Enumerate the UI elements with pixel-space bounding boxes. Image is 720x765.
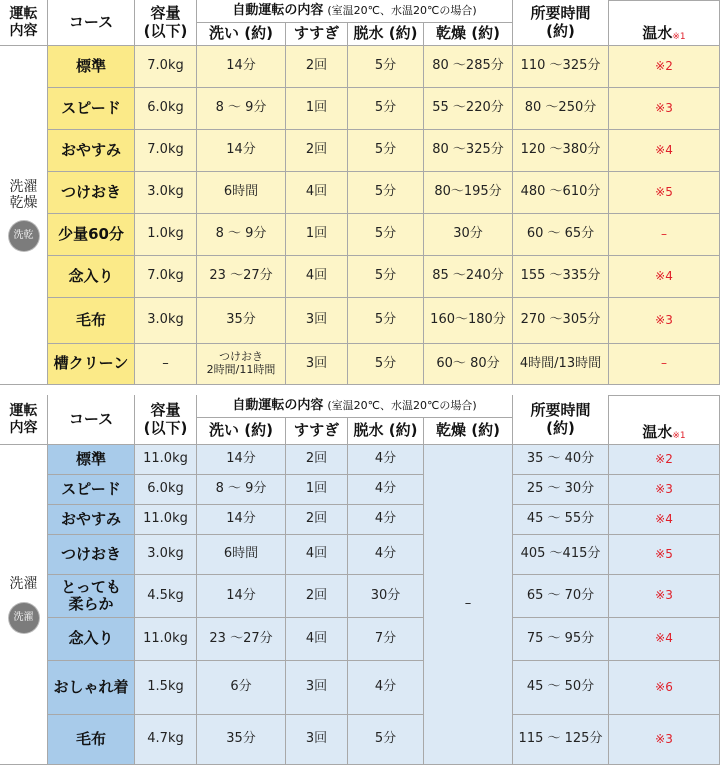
time-cell bbox=[513, 505, 609, 535]
mode-badge-icon: 洗濯 bbox=[9, 603, 39, 633]
wash-cell bbox=[197, 715, 286, 765]
capacity-cell bbox=[135, 46, 197, 88]
capacity-value: 6.0kg bbox=[147, 100, 184, 116]
time-cell bbox=[513, 618, 609, 661]
rinse-value: 1回 bbox=[305, 481, 328, 497]
header-time-label: 所要時間 (約) bbox=[530, 4, 591, 40]
time-value: 35 ～ 40分 bbox=[526, 451, 595, 467]
warm-note: ※4 bbox=[655, 631, 673, 646]
wash-cell bbox=[197, 575, 286, 618]
rinse-cell bbox=[286, 618, 348, 661]
header-capacity-label: 容量 (以下) bbox=[143, 401, 188, 437]
time-value: 155 ～335分 bbox=[520, 268, 601, 284]
spin-cell bbox=[348, 88, 424, 130]
time-value: 60 ～ 65分 bbox=[526, 226, 595, 242]
header-auto-group bbox=[197, 395, 513, 418]
dry-cell bbox=[424, 88, 513, 130]
spin-cell bbox=[348, 575, 424, 618]
course-name-cell bbox=[48, 130, 135, 172]
course-name: スピード bbox=[61, 98, 121, 117]
time-cell bbox=[513, 298, 609, 344]
capacity-value: – bbox=[162, 355, 169, 371]
rinse-value: 1回 bbox=[305, 226, 328, 242]
wash-cell bbox=[197, 475, 286, 505]
course-name-cell bbox=[48, 505, 135, 535]
time-cell bbox=[513, 661, 609, 715]
dry-value: 60～ 80分 bbox=[436, 355, 500, 371]
dry-value: 80 ～285分 bbox=[432, 58, 504, 74]
header-spin bbox=[348, 418, 424, 445]
spin-cell bbox=[348, 130, 424, 172]
capacity-value: 11.0kg bbox=[143, 511, 188, 527]
course-name-cell bbox=[48, 298, 135, 344]
wash-value: つけおき 2時間/11時間 bbox=[206, 350, 276, 376]
capacity-value: 7.0kg bbox=[147, 142, 184, 158]
rinse-cell bbox=[286, 575, 348, 618]
course-name: つけおき bbox=[60, 182, 121, 201]
capacity-value: 11.0kg bbox=[143, 630, 188, 646]
header-rinse bbox=[286, 23, 348, 46]
header-wash-label: 洗い (約) bbox=[209, 421, 273, 440]
course-name-cell bbox=[48, 344, 135, 385]
course-name-cell bbox=[48, 661, 135, 715]
mode-badge-icon: 洗乾 bbox=[9, 221, 39, 251]
rinse-value: 1回 bbox=[305, 100, 328, 116]
capacity-cell bbox=[135, 475, 197, 505]
time-cell bbox=[513, 344, 609, 385]
course-name-cell bbox=[48, 46, 135, 88]
header-capacity bbox=[135, 395, 197, 445]
header-mode bbox=[0, 0, 48, 46]
rinse-value: 2回 bbox=[305, 511, 328, 527]
wash-value: 14分 bbox=[226, 587, 256, 603]
rinse-cell bbox=[286, 256, 348, 298]
time-cell bbox=[513, 256, 609, 298]
header-warm-label: 温水 bbox=[642, 23, 673, 42]
time-value: 75 ～ 95分 bbox=[526, 630, 595, 646]
mode-column bbox=[0, 46, 48, 385]
course-name-cell bbox=[48, 88, 135, 130]
dry-cell bbox=[424, 46, 513, 88]
spin-cell bbox=[348, 214, 424, 256]
spin-cell bbox=[348, 505, 424, 535]
warm-note-cell bbox=[609, 344, 720, 385]
warm-note: ※3 bbox=[655, 312, 673, 327]
spin-value: 4分 bbox=[374, 511, 397, 527]
rinse-value: 3回 bbox=[305, 355, 328, 371]
header-course-label: コース bbox=[68, 12, 114, 31]
rinse-value: 3回 bbox=[305, 312, 328, 328]
time-cell bbox=[513, 475, 609, 505]
spin-cell bbox=[348, 475, 424, 505]
capacity-value: 1.5kg bbox=[147, 679, 184, 695]
header-time-label: 所要時間 (約) bbox=[530, 401, 591, 437]
capacity-cell bbox=[135, 88, 197, 130]
header-rinse-label: すすぎ bbox=[293, 421, 340, 440]
spin-value: 5分 bbox=[374, 355, 397, 371]
time-value: 115 ～ 125分 bbox=[518, 731, 603, 747]
header-auto-label: 自動運転の内容 bbox=[232, 397, 324, 413]
spin-cell bbox=[348, 618, 424, 661]
course-name: 毛布 bbox=[75, 310, 106, 329]
header-course-label: コース bbox=[68, 409, 114, 428]
capacity-cell bbox=[135, 172, 197, 214]
capacity-cell bbox=[135, 344, 197, 385]
wash-value: 6時間 bbox=[223, 184, 259, 200]
rinse-value: 2回 bbox=[305, 587, 328, 603]
capacity-cell bbox=[135, 130, 197, 172]
time-cell bbox=[513, 214, 609, 256]
wash-cell bbox=[197, 535, 286, 575]
header-spin-label: 脱水 (約) bbox=[353, 421, 418, 440]
spin-cell bbox=[348, 344, 424, 385]
wash-cell bbox=[197, 344, 286, 385]
warm-note: ※6 bbox=[655, 679, 673, 694]
header-auto-label: 自動運転の内容 bbox=[232, 2, 324, 18]
time-cell bbox=[513, 575, 609, 618]
rinse-value: 4回 bbox=[305, 268, 328, 284]
course-name: 念入り bbox=[68, 266, 114, 285]
warm-footnote-mark: ※1 bbox=[672, 430, 686, 441]
wash-cell bbox=[197, 130, 286, 172]
time-value: 405 ～415分 bbox=[520, 546, 601, 562]
header-rinse-label: すすぎ bbox=[293, 24, 340, 43]
course-name: とっても 柔らか bbox=[61, 577, 121, 613]
rinse-value: 2回 bbox=[305, 451, 328, 467]
wash-value: 14分 bbox=[226, 511, 256, 527]
header-wash bbox=[197, 418, 286, 445]
capacity-cell bbox=[135, 505, 197, 535]
time-value: 45 ～ 55分 bbox=[526, 511, 595, 527]
warm-note: ※4 bbox=[655, 511, 673, 526]
time-cell bbox=[513, 130, 609, 172]
time-value: 4時間/13時間 bbox=[519, 355, 602, 371]
wash-cell bbox=[197, 46, 286, 88]
warm-note-cell bbox=[609, 172, 720, 214]
wash-course-table bbox=[0, 395, 720, 750]
capacity-cell bbox=[135, 298, 197, 344]
rinse-value: 4回 bbox=[305, 546, 328, 562]
dry-merged-cell bbox=[424, 445, 513, 765]
course-name: 少量60分 bbox=[58, 224, 124, 243]
dry-cell bbox=[424, 214, 513, 256]
header-mode bbox=[0, 395, 48, 445]
spin-cell bbox=[348, 445, 424, 475]
spin-value: 5分 bbox=[374, 184, 397, 200]
rinse-cell bbox=[286, 535, 348, 575]
course-name: おしゃれ着 bbox=[53, 677, 129, 696]
wash-value: 8 ～ 9分 bbox=[215, 226, 267, 242]
time-value: 80 ～250分 bbox=[524, 100, 597, 116]
header-auto-group bbox=[197, 0, 513, 23]
rinse-value: 2回 bbox=[305, 58, 328, 74]
capacity-value: 11.0kg bbox=[143, 451, 188, 467]
course-name-cell bbox=[48, 618, 135, 661]
spin-cell bbox=[348, 661, 424, 715]
wash-value: 6分 bbox=[230, 679, 252, 695]
course-name: スピード bbox=[61, 479, 121, 498]
spin-value: 7分 bbox=[374, 630, 397, 646]
course-name-cell bbox=[48, 256, 135, 298]
wash-value: 8 ～ 9分 bbox=[215, 481, 267, 497]
time-cell bbox=[513, 535, 609, 575]
rinse-cell bbox=[286, 344, 348, 385]
warm-note: ※2 bbox=[655, 451, 673, 466]
spin-value: 5分 bbox=[374, 312, 397, 328]
rinse-cell bbox=[286, 445, 348, 475]
spin-value: 5分 bbox=[374, 142, 397, 158]
capacity-cell bbox=[135, 445, 197, 475]
spin-cell bbox=[348, 535, 424, 575]
capacity-value: 6.0kg bbox=[147, 481, 184, 497]
course-name-cell bbox=[48, 475, 135, 505]
spin-value: 5分 bbox=[374, 100, 397, 116]
wash-value: 35分 bbox=[226, 731, 256, 747]
header-course bbox=[48, 395, 135, 445]
warm-note-cell bbox=[609, 130, 720, 172]
header-rinse bbox=[286, 418, 348, 445]
header-dry bbox=[424, 23, 513, 46]
header-spin bbox=[348, 23, 424, 46]
header-dry-label: 乾燥 (約) bbox=[436, 421, 500, 440]
capacity-cell bbox=[135, 535, 197, 575]
rinse-value: 3回 bbox=[305, 731, 328, 747]
time-value: 65 ～ 70分 bbox=[526, 587, 595, 603]
wash-value: 23 ～27分 bbox=[209, 630, 273, 646]
dry-value: 55 ～220分 bbox=[432, 100, 504, 116]
wash-value: 14分 bbox=[226, 451, 256, 467]
rinse-value: 3回 bbox=[305, 679, 328, 695]
rinse-cell bbox=[286, 46, 348, 88]
rinse-value: 4回 bbox=[305, 630, 328, 646]
spin-value: 4分 bbox=[374, 451, 397, 467]
warm-note: ※5 bbox=[655, 184, 673, 199]
capacity-value: 4.7kg bbox=[147, 731, 184, 747]
rinse-cell bbox=[286, 505, 348, 535]
warm-note-cell bbox=[609, 46, 720, 88]
warm-note: – bbox=[661, 356, 667, 371]
spin-value: 5分 bbox=[374, 226, 397, 242]
rinse-value: 2回 bbox=[305, 142, 328, 158]
rinse-cell bbox=[286, 298, 348, 344]
dry-value: 30分 bbox=[453, 226, 483, 242]
rinse-cell bbox=[286, 715, 348, 765]
capacity-cell bbox=[135, 618, 197, 661]
course-name: 標準 bbox=[75, 56, 106, 75]
header-capacity bbox=[135, 0, 197, 46]
spin-value: 5分 bbox=[374, 58, 397, 74]
header-mode-label: 運転 内容 bbox=[9, 403, 38, 436]
capacity-value: 3.0kg bbox=[147, 312, 184, 328]
header-dry bbox=[424, 418, 513, 445]
dry-value: 80～195分 bbox=[434, 184, 502, 200]
warm-note-cell bbox=[609, 214, 720, 256]
time-cell bbox=[513, 172, 609, 214]
rinse-cell bbox=[286, 214, 348, 256]
wash-cell bbox=[197, 88, 286, 130]
wash-cell bbox=[197, 505, 286, 535]
time-value: 270 ～305分 bbox=[520, 312, 601, 328]
wash-value: 6時間 bbox=[223, 546, 259, 562]
header-spin-label: 脱水 (約) bbox=[353, 24, 418, 43]
spin-cell bbox=[348, 298, 424, 344]
header-course bbox=[48, 0, 135, 46]
course-name-cell bbox=[48, 214, 135, 256]
capacity-value: 1.0kg bbox=[147, 226, 184, 242]
header-auto-sub: (室温20℃、水温20℃の場合) bbox=[327, 3, 477, 17]
warm-note-cell bbox=[609, 256, 720, 298]
mode-label: 洗濯 乾燥 bbox=[9, 178, 38, 211]
header-auto-sub: (室温20℃、水温20℃の場合) bbox=[327, 398, 477, 412]
dry-value: 160～180分 bbox=[430, 312, 506, 328]
wash-cell bbox=[197, 172, 286, 214]
rinse-value: 4回 bbox=[305, 184, 328, 200]
wash-value: 14分 bbox=[226, 58, 256, 74]
capacity-value: 3.0kg bbox=[147, 546, 184, 562]
header-wash bbox=[197, 23, 286, 46]
capacity-cell bbox=[135, 715, 197, 765]
dry-value: – bbox=[464, 596, 472, 612]
header-mode-label: 運転 内容 bbox=[9, 6, 38, 39]
time-value: 480 ～610分 bbox=[520, 184, 601, 200]
wash-cell bbox=[197, 618, 286, 661]
wash-value: 8 ～ 9分 bbox=[215, 100, 267, 116]
wash-cell bbox=[197, 445, 286, 475]
time-value: 120 ～380分 bbox=[520, 142, 601, 158]
wash-cell bbox=[197, 214, 286, 256]
dry-value: 85 ～240分 bbox=[432, 268, 504, 284]
time-value: 25 ～ 30分 bbox=[526, 481, 595, 497]
header-warm bbox=[609, 0, 720, 46]
warm-note: ※4 bbox=[655, 268, 673, 283]
warm-note-cell bbox=[609, 445, 720, 475]
course-name: おやすみ bbox=[60, 140, 121, 159]
time-value: 45 ～ 50分 bbox=[526, 679, 595, 695]
header-wash-label: 洗い (約) bbox=[209, 24, 273, 43]
course-name-cell bbox=[48, 172, 135, 214]
capacity-cell bbox=[135, 575, 197, 618]
capacity-value: 7.0kg bbox=[147, 58, 184, 74]
capacity-cell bbox=[135, 214, 197, 256]
dry-cell bbox=[424, 130, 513, 172]
header-warm bbox=[609, 395, 720, 445]
warm-note-cell bbox=[609, 715, 720, 765]
warm-note: – bbox=[661, 226, 667, 241]
dry-cell bbox=[424, 172, 513, 214]
course-name-cell bbox=[48, 575, 135, 618]
time-cell bbox=[513, 715, 609, 765]
wash-value: 35分 bbox=[226, 312, 256, 328]
time-cell bbox=[513, 445, 609, 475]
wash-cell bbox=[197, 661, 286, 715]
spin-value: 5分 bbox=[374, 731, 397, 747]
capacity-cell bbox=[135, 661, 197, 715]
spin-cell bbox=[348, 172, 424, 214]
rinse-cell bbox=[286, 130, 348, 172]
wash-cell bbox=[197, 298, 286, 344]
capacity-value: 3.0kg bbox=[147, 184, 184, 200]
spin-cell bbox=[348, 715, 424, 765]
wash-value: 23 ～27分 bbox=[209, 268, 273, 284]
spin-value: 4分 bbox=[374, 546, 397, 562]
time-cell bbox=[513, 88, 609, 130]
spin-value: 4分 bbox=[374, 481, 397, 497]
rinse-cell bbox=[286, 661, 348, 715]
wash-value: 14分 bbox=[226, 142, 256, 158]
spin-cell bbox=[348, 46, 424, 88]
dry-cell bbox=[424, 344, 513, 385]
header-capacity-label: 容量 (以下) bbox=[143, 4, 188, 40]
warm-note: ※3 bbox=[655, 100, 673, 115]
dry-cell bbox=[424, 298, 513, 344]
mode-label: 洗濯 bbox=[9, 576, 38, 593]
course-name: 標準 bbox=[75, 449, 106, 468]
rinse-cell bbox=[286, 172, 348, 214]
spin-value: 30分 bbox=[370, 587, 401, 603]
warm-note: ※3 bbox=[655, 481, 673, 496]
time-cell bbox=[513, 46, 609, 88]
header-warm-label: 温水 bbox=[642, 422, 673, 441]
warm-note: ※5 bbox=[655, 546, 673, 561]
header-time bbox=[513, 0, 609, 46]
warm-note-cell bbox=[609, 618, 720, 661]
course-name: 念入り bbox=[68, 629, 114, 648]
course-name: 槽クリーン bbox=[53, 354, 129, 373]
warm-note-cell bbox=[609, 475, 720, 505]
rinse-cell bbox=[286, 88, 348, 130]
warm-note-cell bbox=[609, 88, 720, 130]
header-dry-label: 乾燥 (約) bbox=[436, 24, 500, 43]
spin-value: 4分 bbox=[374, 679, 397, 695]
warm-note: ※2 bbox=[655, 58, 673, 73]
warm-note-cell bbox=[609, 298, 720, 344]
warm-footnote-mark: ※1 bbox=[672, 31, 686, 42]
course-name-cell bbox=[48, 535, 135, 575]
course-name: つけおき bbox=[60, 544, 121, 563]
warm-note: ※3 bbox=[655, 588, 673, 603]
warm-note-cell bbox=[609, 661, 720, 715]
warm-note-cell bbox=[609, 535, 720, 575]
warm-note-cell bbox=[609, 575, 720, 618]
time-value: 110 ～325分 bbox=[520, 58, 601, 74]
course-name: 毛布 bbox=[75, 729, 106, 748]
course-name-cell bbox=[48, 715, 135, 765]
capacity-value: 7.0kg bbox=[147, 268, 184, 284]
capacity-cell bbox=[135, 256, 197, 298]
spin-value: 5分 bbox=[374, 268, 397, 284]
dry-value: 80 ～325分 bbox=[432, 142, 504, 158]
dry-cell bbox=[424, 256, 513, 298]
capacity-value: 4.5kg bbox=[147, 587, 184, 603]
course-name: おやすみ bbox=[60, 509, 121, 528]
warm-note-cell bbox=[609, 505, 720, 535]
spin-cell bbox=[348, 256, 424, 298]
wash-cell bbox=[197, 256, 286, 298]
warm-note: ※3 bbox=[655, 731, 673, 746]
rinse-cell bbox=[286, 475, 348, 505]
header-time bbox=[513, 395, 609, 445]
course-name-cell bbox=[48, 445, 135, 475]
warm-note: ※4 bbox=[655, 142, 673, 157]
mode-column bbox=[0, 445, 48, 765]
